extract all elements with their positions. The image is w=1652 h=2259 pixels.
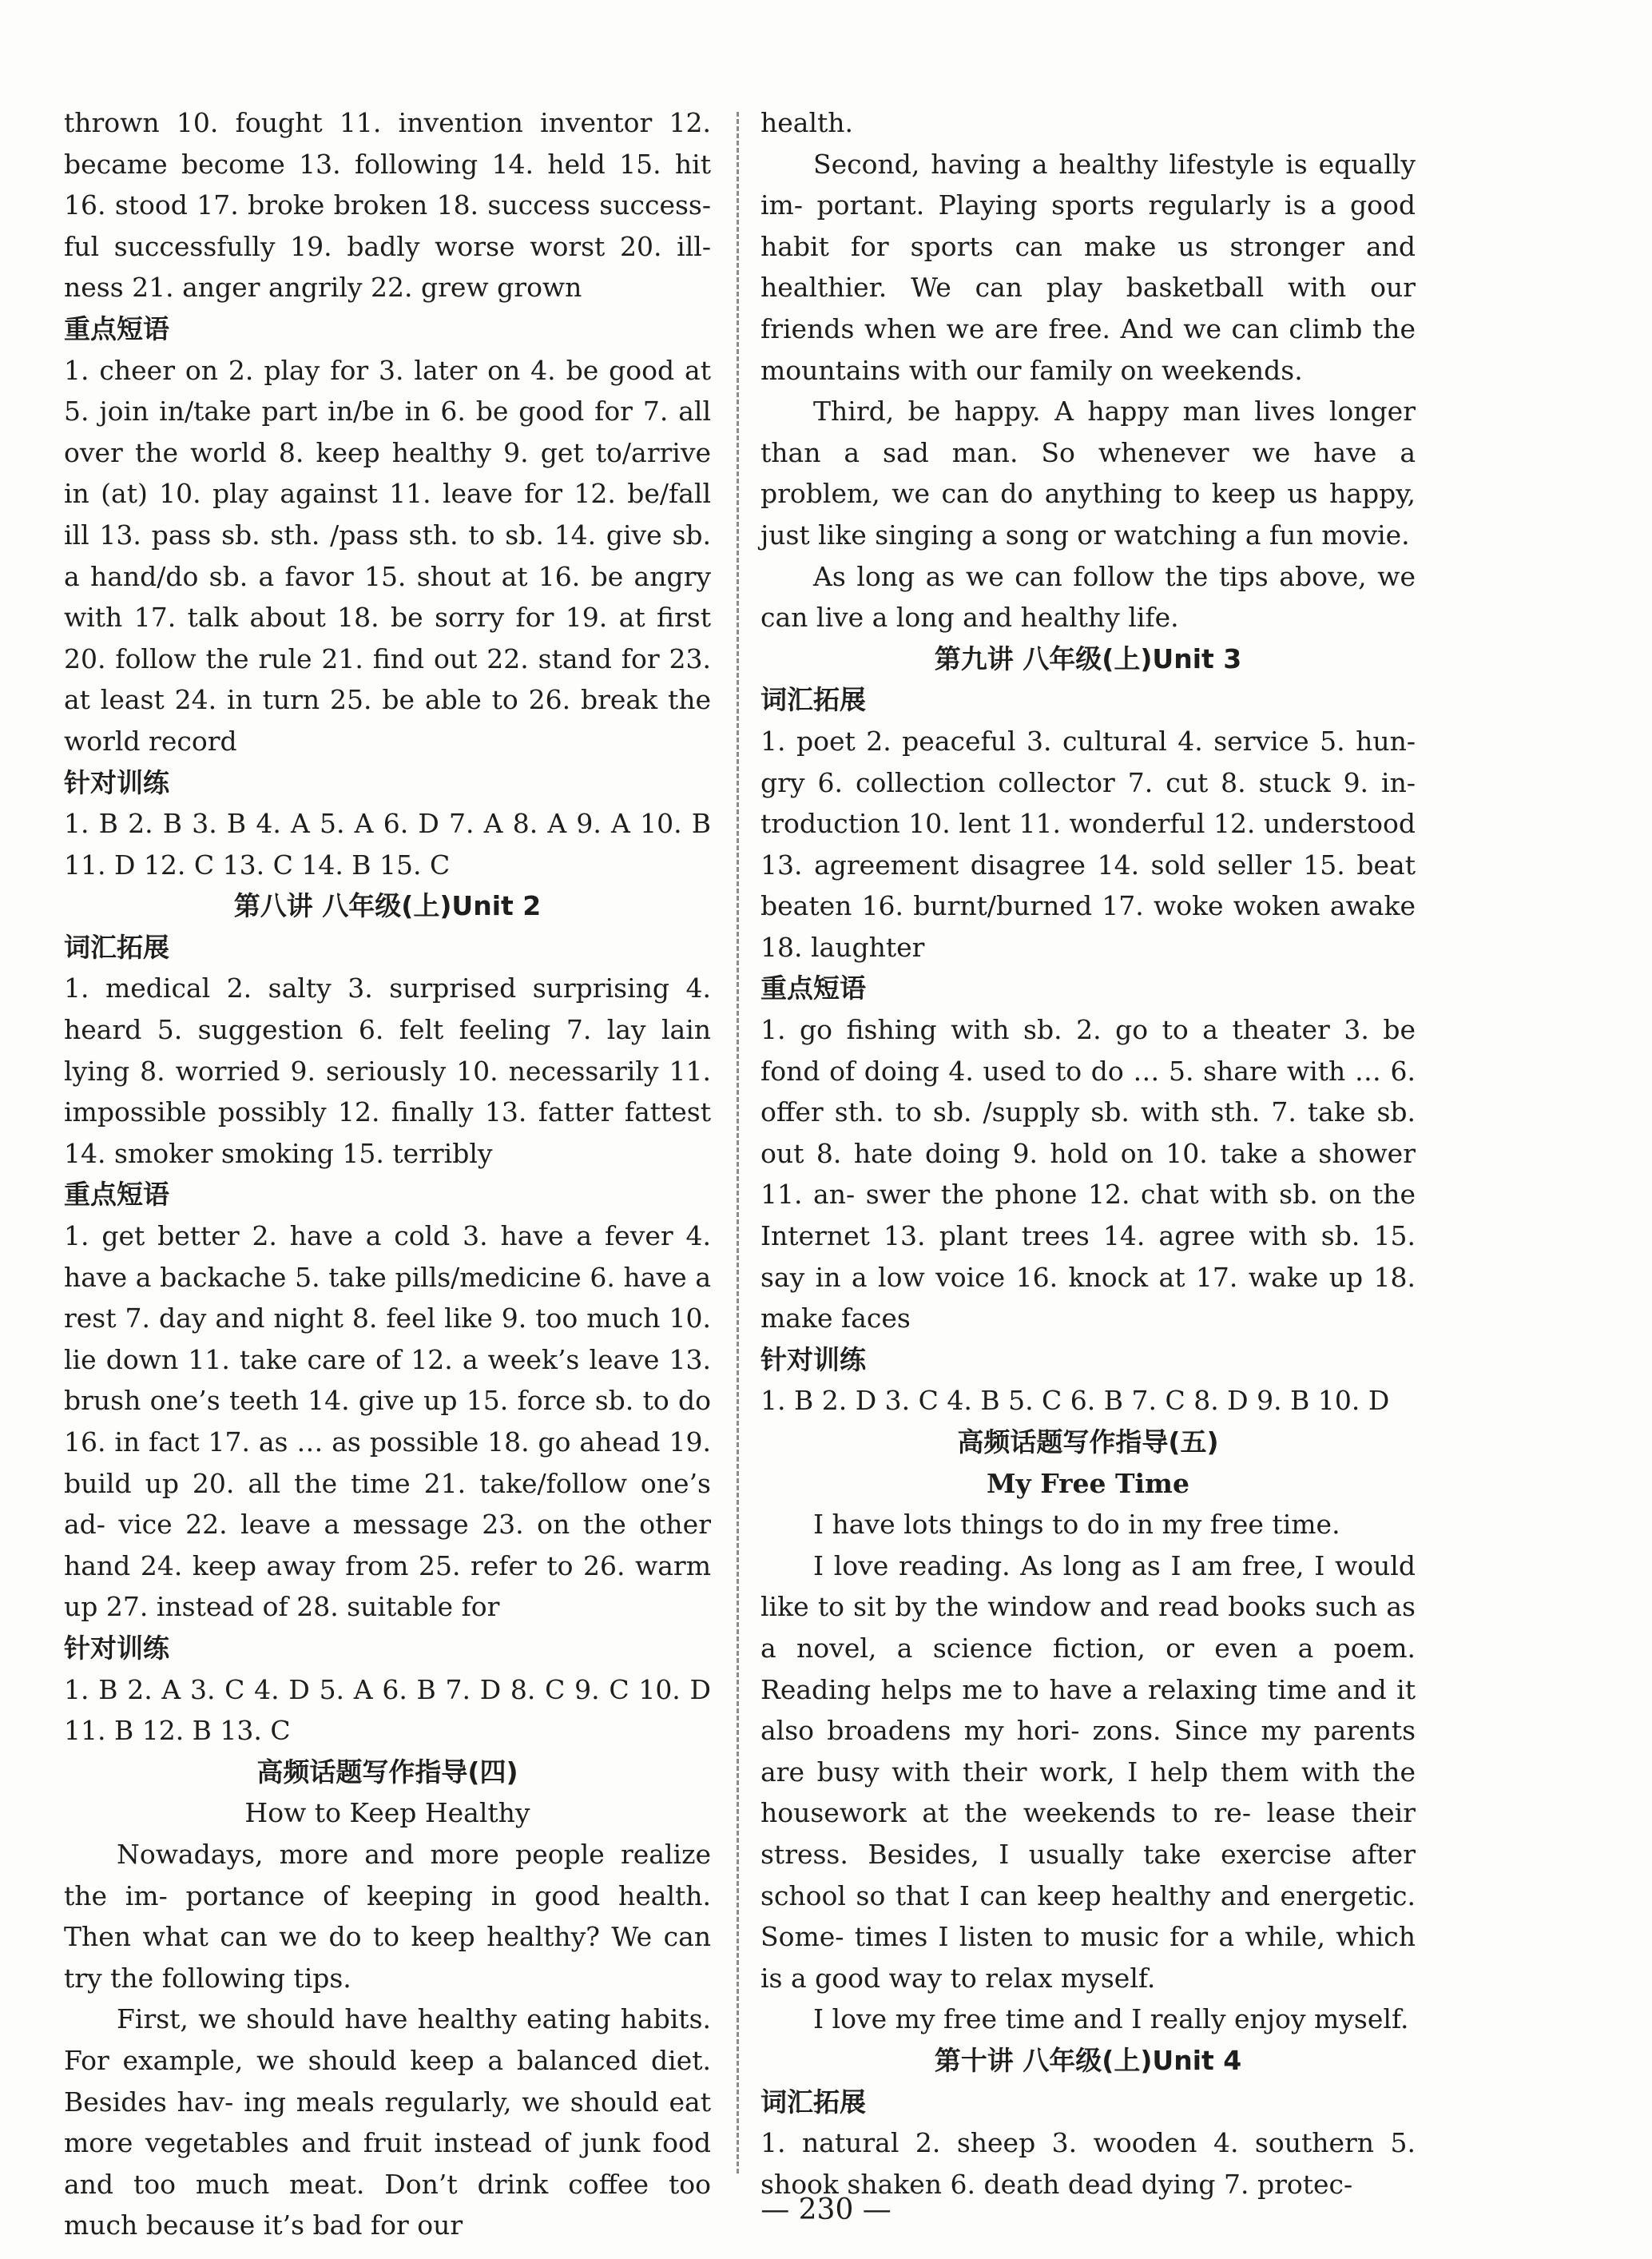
essay-paragraph: I love my free time and I really enjoy myself. <box>813 2003 1409 2035</box>
section-heading: 重点短语 <box>64 1179 169 1211</box>
paragraph: 1. natural 2. sheep 3. wooden 4. southern 5. shook shaken 6. death dead dying 7. protec- <box>760 2127 1416 2200</box>
essay-paragraph: Nowadays, more and more people realize the im- portance of keeping in good health. Then what can we do to keep healthy? We can try the following tips. <box>64 1838 711 1994</box>
section-heading: 词汇拓展 <box>760 2086 866 2118</box>
page-number: — 230 — <box>760 2193 892 2226</box>
section-heading: 词汇拓展 <box>760 684 866 716</box>
column-divider <box>737 112 739 2173</box>
essay-paragraph: I love reading. As long as I am free, I would like to sit by the window and read books such as a novel, a science fiction, or even a poem. Reading helps me to have a relaxing time and it also broadens my hori- zons. Since my parents are busy with their work, I help them with the housework at the weekends to re- lease their stress. Besides, I usually take exercise after school so that I can keep healthy and energetic. Some- times I listen to music for a while, which is a good way to relax myself. <box>760 1549 1416 1994</box>
essay-paragraph: Second, having a healthy lifestyle is equally im- portant. Playing sports regularly is a good habit for sports can make us stronger and healthier. We can play basketball with our friends when we are free. And we can climb the mountains with our family on weekends. <box>760 148 1416 386</box>
right-column <box>760 102 1416 2205</box>
paragraph: 1. cheer on 2. play for 3. later on 4. be good at 5. join in/take part in/be in 6. be good for 7. all over the world 8. keep healthy 9. get to/arrive in (at) 10. play against 11. leave for 12. be/fall ill 13. pass sb. sth. /pass sth. to sb. 14. give sb. a hand/do sb. a favor 15. shout at 16. be angry with 17. talk about 18. be sorry for 19. at first 20. follow the rule 21. find out 22. stand for 23. at least 24. in turn 25. be able to 26. break the world record <box>64 354 711 757</box>
paragraph: 1. B 2. A 3. C 4. D 5. A 6. B 7. D 8. C 9. C 10. D 11. B 12. B 13. C <box>64 1673 711 1747</box>
lesson-heading: 第八讲 八年级(上)Unit 2 <box>233 890 542 922</box>
paragraph: health. <box>760 107 854 138</box>
section-heading: 重点短语 <box>760 972 866 1004</box>
section-heading: 针对训练 <box>64 1632 169 1664</box>
essay-paragraph: Third, be happy. A happy man lives longer than a sad man. So whenever we have a problem, we can do anything to keep us happy, just like singing a song or watching a fun movie. <box>760 396 1416 551</box>
section-heading: 重点短语 <box>64 312 169 344</box>
essay-paragraph: First, we should have healthy eating habits. For example, we should keep a balanced diet. Besides hav- ing meals regularly, we should eat more vegetables and fruit instead of junk food and too much meat. Don’t drink coffee too much because it’s bad for our <box>64 2003 711 2241</box>
paragraph: 1. B 2. D 3. C 4. B 5. C 6. B 7. C 8. D 9. B 10. D <box>760 1385 1390 1417</box>
essay-paragraph: As long as we can follow the tips above, we can live a long and healthy life. <box>760 560 1416 634</box>
essay-title: My Free Time <box>987 1467 1189 1499</box>
paragraph: 1. poet 2. peaceful 3. cultural 4. service 5. hun- gry 6. collection collector 7. cut 8. stuck 9. in- troduction 10. lent 11. wonderful 12. understood 13. agreement disagree 14. sold seller 15. beat beaten 16. burnt/burned 17. woke woken awake 18. laughter <box>760 725 1416 963</box>
section-heading: 针对训练 <box>760 1343 866 1375</box>
left-column <box>64 102 711 2246</box>
section-heading: 针对训练 <box>64 766 169 798</box>
paragraph: 1. B 2. B 3. B 4. A 5. A 6. D 7. A 8. A 9. A 10. B 11. D 12. C 13. C 14. B 15. C <box>64 808 711 881</box>
lesson-heading: 高频话题写作指导(四) <box>256 1756 518 1788</box>
section-heading: 词汇拓展 <box>64 931 169 963</box>
essay-title: How to Keep Healthy <box>244 1797 530 1829</box>
lesson-heading: 第十讲 八年级(上)Unit 4 <box>934 2044 1242 2076</box>
paragraph: 1. go fishing with sb. 2. go to a theater 3. be fond of doing 4. used to do … 5. share with … 6. offer sth. to sb. /supply sb. with sth. 7. take sb. out 8. hate doing 9. hold on 10. take a shower 11. an- swer the phone 12. chat with sb. on the Internet 13. plant trees 14. agree with sb. 15. say in a low voice 16. knock at 17. wake up 18. make faces <box>760 1014 1416 1334</box>
lesson-heading: 第九讲 八年级(上)Unit 3 <box>934 642 1242 674</box>
paragraph: 1. get better 2. have a cold 3. have a fever 4. have a backache 5. take pills/medicine 6. have a rest 7. day and night 8. feel like 9. too much 10. lie down 11. take care of 12. a week’s leave 13. brush one’s teeth 14. give up 15. force sb. to do 16. in fact 17. as … as possible 18. go ahead 19. build up 20. all the time 21. take/follow one’s ad- vice 22. leave a message 23. on the other hand 24. keep away from 25. refer to 26. warm up 27. instead of 28. suitable for <box>64 1220 711 1623</box>
lesson-heading: 高频话题写作指导(五) <box>957 1426 1219 1458</box>
paragraph: 1. medical 2. salty 3. surprised surprising 4. heard 5. suggestion 6. felt feeling 7. lay lain lying 8. worried 9. seriously 10. necessarily 11. impossible possibly 12. finally 13. fatter fattest 14. smoker smoking 15. terribly <box>64 972 711 1169</box>
paragraph: thrown 10. fought 11. invention inventor 12. became become 13. following 14. held 15. hit 16. stood 17. broke broken 18. success success- ful successfully 19. badly worse worst 20. ill- ness 21. anger angrily 22. grew grown <box>64 107 711 304</box>
essay-paragraph: I have lots things to do in my free time. <box>813 1509 1340 1541</box>
